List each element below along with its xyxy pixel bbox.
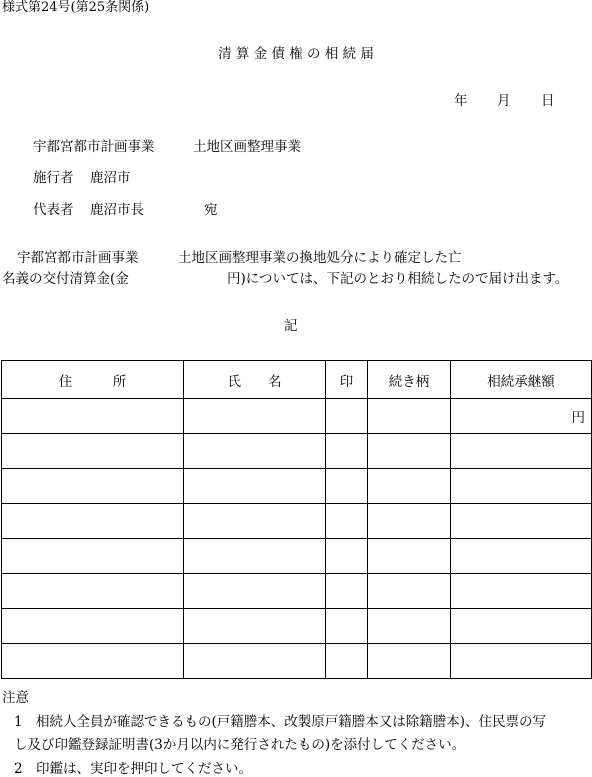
date-year-label: 年 xyxy=(454,93,468,109)
name-cell[interactable] xyxy=(184,399,326,434)
project-kind: 土地区画整理事業 xyxy=(193,139,301,155)
note1-number: 1 xyxy=(14,714,23,730)
amount-cell[interactable] xyxy=(451,469,592,504)
note1-line1: 相続人全員が確認できるもの(戸籍謄本、改製原戸籍謄本又は除籍謄本)、住民票の写 xyxy=(36,714,547,730)
table-row xyxy=(2,574,592,609)
relationship-cell[interactable] xyxy=(368,539,451,574)
relationship-cell[interactable] xyxy=(368,434,451,469)
name-cell[interactable] xyxy=(184,539,326,574)
representative-value: 鹿沼市長 xyxy=(90,202,144,218)
seal-cell[interactable] xyxy=(326,399,368,434)
address-cell[interactable] xyxy=(2,399,184,434)
note2-number: 2 xyxy=(14,761,23,777)
notes-title: 注意 xyxy=(2,690,29,706)
address-cell[interactable] xyxy=(2,644,184,679)
addressee-suffix: 宛 xyxy=(204,202,218,218)
seal-cell[interactable] xyxy=(326,539,368,574)
header-relationship: 続き柄 xyxy=(368,361,451,399)
relationship-cell[interactable] xyxy=(368,644,451,679)
address-cell[interactable] xyxy=(2,609,184,644)
seal-cell[interactable] xyxy=(326,574,368,609)
relationship-cell[interactable] xyxy=(368,609,451,644)
table-row xyxy=(2,434,592,469)
header-name: 氏 名 xyxy=(184,361,326,399)
ki-marker: 記 xyxy=(284,318,298,334)
amount-cell[interactable] xyxy=(451,574,592,609)
date-day-label: 日 xyxy=(541,93,555,109)
header-seal: 印 xyxy=(326,361,368,399)
header-address: 住 所 xyxy=(2,361,184,399)
project-name: 宇都宮都市計画事業 xyxy=(33,139,155,155)
relationship-cell[interactable] xyxy=(368,504,451,539)
amount-cell[interactable] xyxy=(451,434,592,469)
executor-label: 施行者 xyxy=(33,170,74,186)
seal-cell[interactable] xyxy=(326,609,368,644)
name-cell[interactable] xyxy=(184,609,326,644)
name-cell[interactable] xyxy=(184,504,326,539)
amount-cell[interactable] xyxy=(451,399,592,434)
table-row xyxy=(2,469,592,504)
name-cell[interactable] xyxy=(184,434,326,469)
table-header-row xyxy=(2,361,592,399)
date-month-label: 月 xyxy=(497,93,511,109)
address-cell[interactable] xyxy=(2,469,184,504)
address-cell[interactable] xyxy=(2,574,184,609)
address-cell[interactable] xyxy=(2,539,184,574)
form-number: 様式第24号(第25条関係) xyxy=(2,0,150,15)
name-cell[interactable] xyxy=(184,469,326,504)
name-cell[interactable] xyxy=(184,644,326,679)
amount-cell[interactable] xyxy=(451,504,592,539)
table-row xyxy=(2,539,592,574)
amount-cell[interactable] xyxy=(451,539,592,574)
seal-cell[interactable] xyxy=(326,504,368,539)
address-cell[interactable] xyxy=(2,434,184,469)
note1-line2: し及び印鑑登録証明書(3か月以内に発行されたもの)を添付してください。 xyxy=(14,737,466,753)
note2-text: 印鑑は、実印を押印してください。 xyxy=(36,761,252,777)
seal-cell[interactable] xyxy=(326,469,368,504)
relationship-cell[interactable] xyxy=(368,469,451,504)
address-cell[interactable] xyxy=(2,504,184,539)
document-title: 清 算 金 債 権 の 相 続 届 xyxy=(218,46,374,62)
body-line2-text: 円)については、下記のとおり相続したので届け出ます。 xyxy=(227,271,569,287)
amount-cell[interactable] xyxy=(451,644,592,679)
amount-cell[interactable] xyxy=(451,609,592,644)
name-cell[interactable] xyxy=(184,574,326,609)
table-row xyxy=(2,609,592,644)
seal-cell[interactable] xyxy=(326,644,368,679)
yen-unit: 円 xyxy=(571,410,585,426)
executor-value: 鹿沼市 xyxy=(90,170,131,186)
table-row xyxy=(2,644,592,679)
relationship-cell[interactable] xyxy=(368,399,451,434)
body-line1-text: 土地区画整理事業の換地処分により確定した亡 xyxy=(178,250,462,266)
body-project-name: 宇都宮都市計画事業 xyxy=(17,250,139,266)
seal-cell[interactable] xyxy=(326,434,368,469)
heirs-table xyxy=(1,360,592,679)
header-inherited-amount: 相続承継額 xyxy=(451,361,592,399)
relationship-cell[interactable] xyxy=(368,574,451,609)
body-line2-prefix: 名義の交付清算金(金 xyxy=(2,271,129,287)
table-row xyxy=(2,504,592,539)
table-row xyxy=(2,399,592,434)
representative-label: 代表者 xyxy=(33,202,74,218)
